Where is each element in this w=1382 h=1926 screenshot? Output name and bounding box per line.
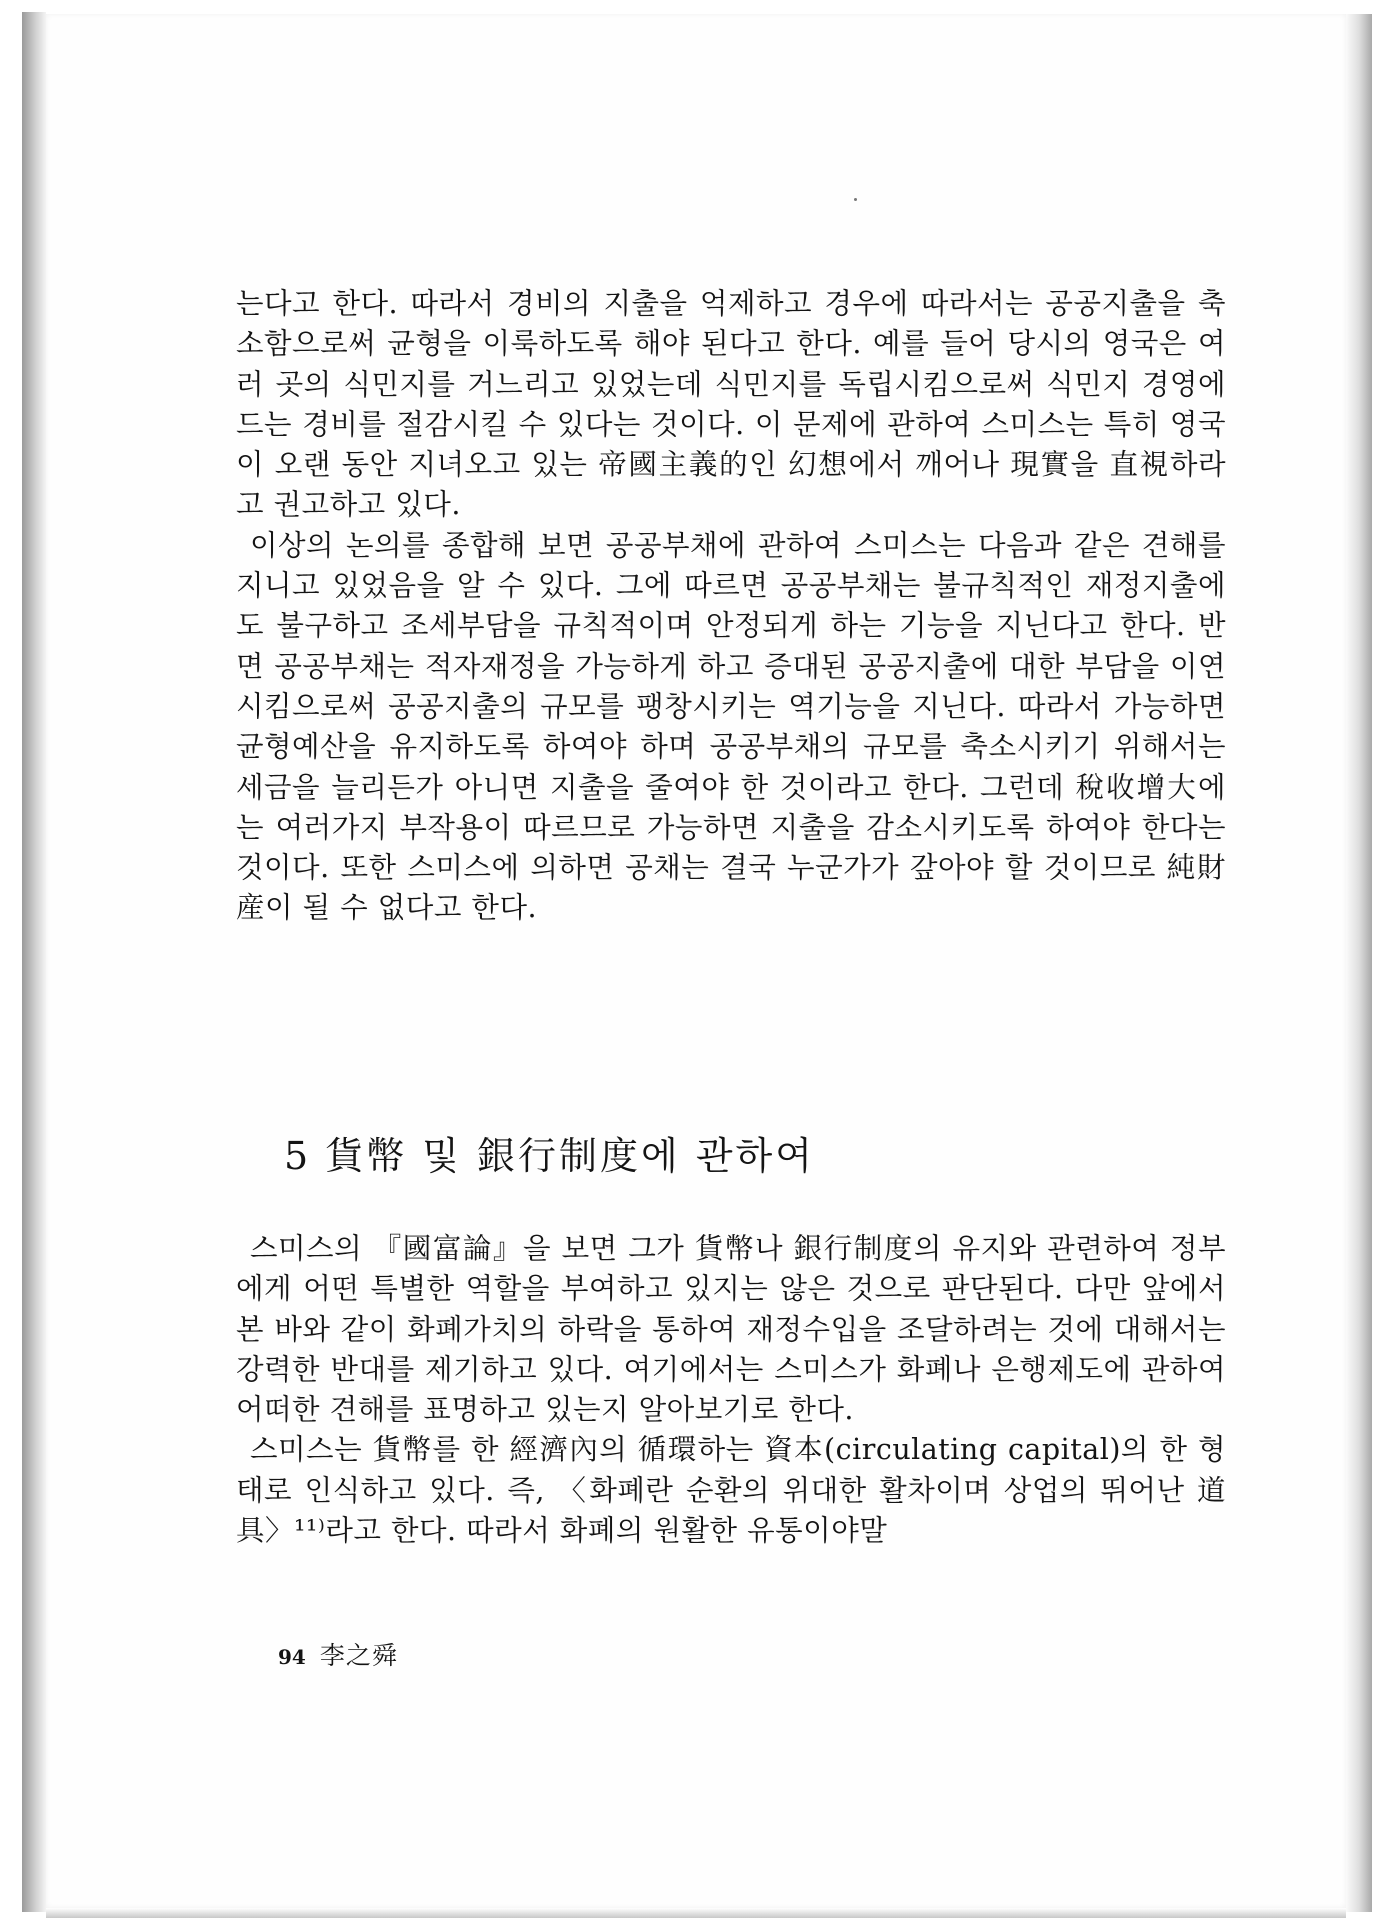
book-bottom-edge: [46, 1908, 1346, 1918]
section-heading: [284, 1125, 815, 1180]
body-text-top: [236, 284, 1226, 929]
section-number: 5: [284, 1134, 312, 1178]
speck-mark: [854, 198, 857, 201]
book-right-edge: [1346, 14, 1372, 1912]
page-footer: [278, 1636, 398, 1672]
paragraph: 스미스는 貨幣를 한 經濟內의 循環하는 資本(circulating capital)의 한 형태로 인식하고 있다. 즉, 〈화폐란 순환의 위대한 활차이며 상업의 뛰어난 道具〉¹¹⁾라고 한다. 따라서 화폐의 원활한 유통이야말: [236, 1433, 1226, 1548]
paragraph: 는다고 한다. 따라서 경비의 지출을 억제하고 경우에 따라서는 공공지출을 축소함으로써 균형을 이룩하도록 해야 된다고 한다. 예를 들어 당시의 영국은 여러 곳의 식민지를 거느리고 있었는데 식민지를 독립시킴으로써 식민지 경영에 드는 경비를 절감시킬 수 있다는 것이다. 이 문제에 관하여 스미스는 특히 영국이 오랜 동안 지녀오고 있는 帝國主義的인 幻想에서 깨어나 現實을 直視하라고 권고하고 있다.: [236, 287, 1226, 522]
paragraph: 스미스의 『國富論』을 보면 그가 貨幣나 銀行制度의 유지와 관련하여 정부에게 어떤 특별한 역할을 부여하고 있지는 않은 것으로 판단된다. 다만 앞에서 본 바와 같이 화폐가치의 하락을 통하여 재정수입을 조달하려는 것에 대해서는 강력한 반대를 제기하고 있다. 여기에서는 스미스가 화폐나 은행제도에 관하여 어떠한 견해를 표명하고 있는지 알아보기로 한다.: [236, 1232, 1226, 1427]
body-text-bottom: [236, 1229, 1226, 1551]
paragraph: 이상의 논의를 종합해 보면 공공부채에 관하여 스미스는 다음과 같은 견해를 지니고 있었음을 알 수 있다. 그에 따르면 공공부채는 불규칙적인 재정지출에도 불구하고 조세부담을 규칙적이며 안정되게 하는 기능을 지닌다고 한다. 반면 공공부채는 적자재정을 가능하게 하고 증대된 공공지출에 대한 부담을 이연시킴으로써 공공지출의 규모를 팽창시키는 역기능을 지닌다. 따라서 가능하면 균형예산을 유지하도록 하여야 하며 공공부채의 규모를 축소시키기 위해서는 세금을 늘리든가 아니면 지출을 줄여야 한 것이라고 한다. 그런데 稅收增大에는 여러가지 부작용이 따르므로 가능하면 지출을 감소시키도록 하여야 한다는 것이다. 또한 스미스에 의하면 공채는 결국 누군가가 갚아야 할 것이므로 純財産이 될 수 없다고 한다.: [236, 528, 1226, 925]
book-left-edge: [22, 12, 46, 1912]
section-title: 貨幣 및 銀行制度에 관하여: [325, 1134, 815, 1178]
running-author: 李之舜: [319, 1641, 398, 1670]
page-number: 94: [278, 1645, 306, 1669]
